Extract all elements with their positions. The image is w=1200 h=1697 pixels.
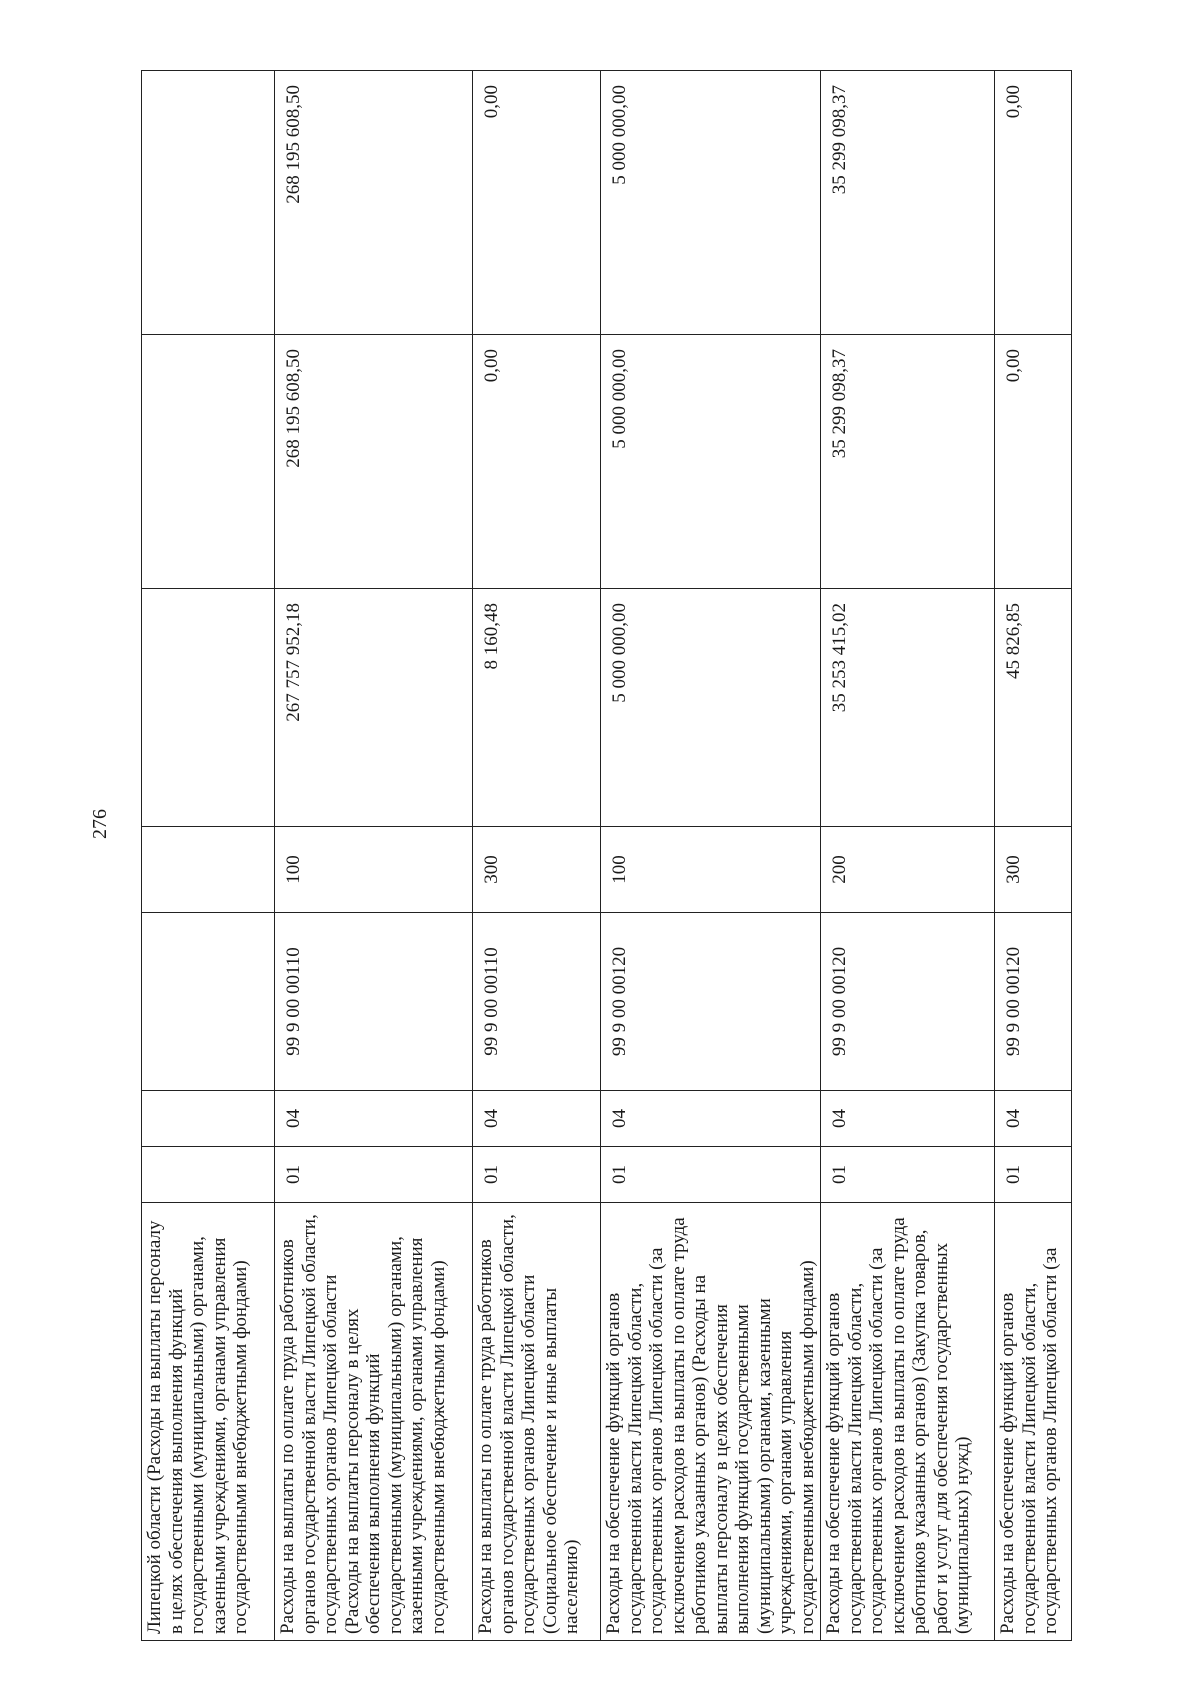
row-subsection: 04 [473,1091,601,1147]
row-target: 99 9 00 00120 [821,913,995,1091]
row-amount-1 [142,589,275,827]
row-target: 99 9 00 00110 [275,913,473,1091]
row-expense-type [142,827,275,913]
row-description: Расходы на выплаты по оплате труда работников органов государственной власти Липецкой области, государственных органов Липецкой области (Социальное обеспечение и иные выплаты населению) [473,1203,601,1641]
row-amount-1: 8 160,48 [473,589,601,827]
row-amount-2: 0,00 [995,335,1072,589]
row-amount-3: 35 299 098,37 [821,71,995,335]
row-amount-2 [142,335,275,589]
row-section: 01 [601,1147,821,1203]
row-section: 01 [821,1147,995,1203]
row-amount-3: 5 000 000,00 [601,71,821,335]
row-description: Расходы на обеспечение функций органов государственной власти Липецкой области, государственных органов Липецкой области (за исключением расходов на выплаты по оплате труда работников указанных органов) (Расходы на выплаты персоналу в целях обеспечения выполнения функций государственными (муниципальными) органами, казенными учреждениями, органами управления государственными внебюджетными фондами) [601,1203,821,1641]
row-amount-3: 0,00 [995,71,1072,335]
row-amount-3: 0,00 [473,71,601,335]
row-amount-2: 5 000 000,00 [601,335,821,589]
table-row [473,71,601,1641]
row-amount-2: 0,00 [473,335,601,589]
row-description: Расходы на обеспечение функций органов государственной власти Липецкой области, государственных органов Липецкой области (за [995,1203,1072,1641]
budget-table-rotated [141,71,1071,1641]
row-target: 99 9 00 00120 [995,913,1072,1091]
row-expense-type: 100 [275,827,473,913]
row-section: 01 [995,1147,1072,1203]
row-description: Расходы на выплаты по оплате труда работников органов государственной власти Липецкой области, государственных органов Липецкой области (Расходы на выплаты персоналу в целях обеспечения выполнения функций государственными (муниципальными) органами, казенными учреждениями, органами управления государственными внебюджетными фондами) [275,1203,473,1641]
row-expense-type: 300 [995,827,1072,913]
row-subsection [142,1091,275,1147]
row-subsection: 04 [601,1091,821,1147]
row-amount-1: 35 253 415,02 [821,589,995,827]
row-subsection: 04 [275,1091,473,1147]
table-row [601,71,821,1641]
row-amount-2: 268 195 608,50 [275,335,473,589]
page-number: 276 [89,809,111,839]
row-amount-3 [142,71,275,335]
row-amount-3: 268 195 608,50 [275,71,473,335]
table-row [995,71,1072,1641]
row-target: 99 9 00 00110 [473,913,601,1091]
budget-table [141,70,1072,1641]
table-row [275,71,473,1641]
row-expense-type: 300 [473,827,601,913]
table-row [821,71,995,1641]
row-amount-2: 35 299 098,37 [821,335,995,589]
row-section: 01 [473,1147,601,1203]
row-amount-1: 5 000 000,00 [601,589,821,827]
row-target: 99 9 00 00120 [601,913,821,1091]
row-target [142,913,275,1091]
row-amount-1: 45 826,85 [995,589,1072,827]
row-description: Расходы на обеспечение функций органов государственной власти Липецкой области, государственных органов Липецкой области (за исключением расходов на выплаты по оплате труда работников указанных органов) (Закупка товаров, работ и услуг для обеспечения государственных (муниципальных) нужд) [821,1203,995,1641]
table-row [142,71,275,1641]
row-expense-type: 100 [601,827,821,913]
row-subsection: 04 [995,1091,1072,1147]
row-section: 01 [275,1147,473,1203]
row-expense-type: 200 [821,827,995,913]
row-amount-1: 267 757 952,18 [275,589,473,827]
row-subsection: 04 [821,1091,995,1147]
row-description: Липецкой области (Расходы на выплаты персоналу в целях обеспечения выполнения функций государственными (муниципальными) органами, казенными учреждениями, органами управления государственными внебюджетными фондами) [142,1203,275,1641]
row-section [142,1147,275,1203]
